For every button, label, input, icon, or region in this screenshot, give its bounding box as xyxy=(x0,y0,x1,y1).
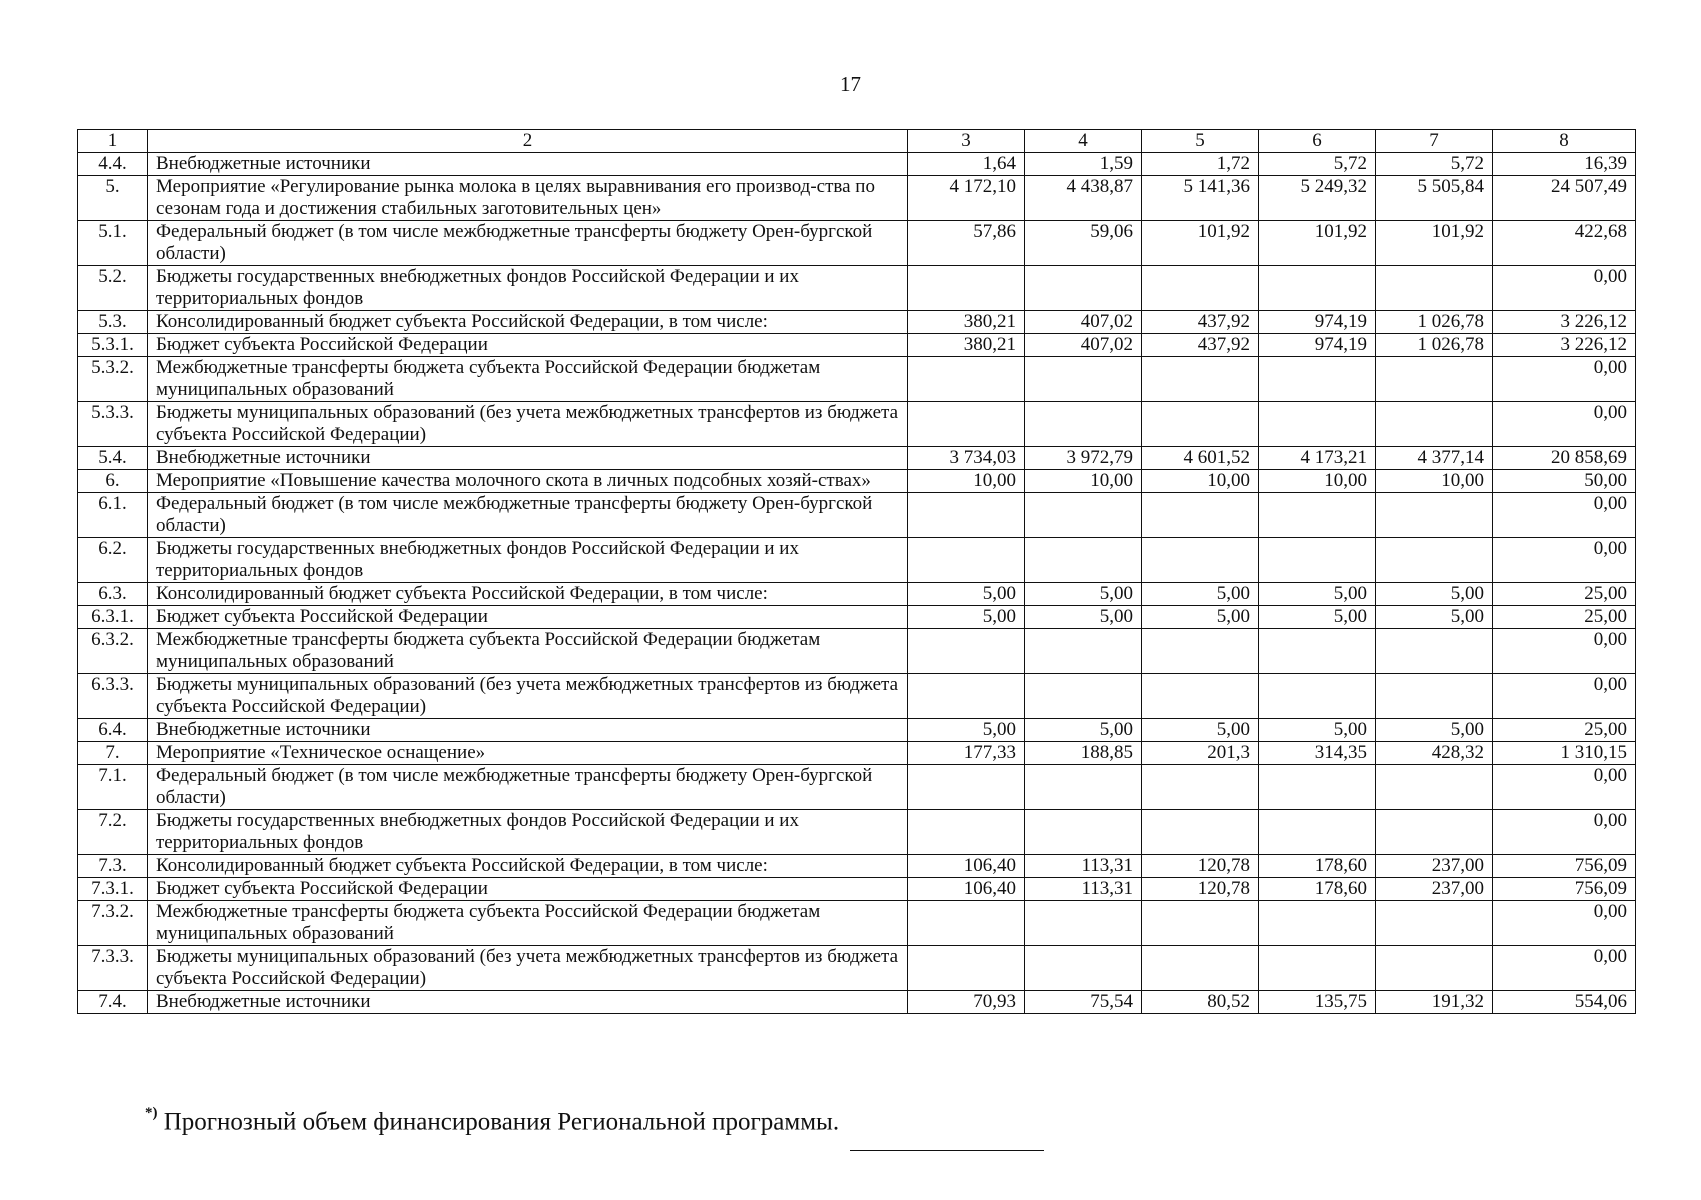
row-number: 7.3.1. xyxy=(78,878,148,901)
value-cell xyxy=(1142,266,1259,311)
row-number: 5.3.2. xyxy=(78,357,148,402)
row-name: Федеральный бюджет (в том числе межбюджетные трансферты бюджету Орен-бургской области) xyxy=(148,493,908,538)
header-cell: 6 xyxy=(1259,130,1376,153)
row-number: 6.2. xyxy=(78,538,148,583)
value-cell: 10,00 xyxy=(908,470,1025,493)
header-cell: 4 xyxy=(1025,130,1142,153)
value-cell: 3 226,12 xyxy=(1493,311,1636,334)
value-cell xyxy=(1025,629,1142,674)
value-cell xyxy=(1142,765,1259,810)
value-cell: 5,00 xyxy=(908,719,1025,742)
value-cell: 5,00 xyxy=(1025,606,1142,629)
value-cell xyxy=(1025,946,1142,991)
value-cell: 0,00 xyxy=(1493,901,1636,946)
value-cell: 4 601,52 xyxy=(1142,447,1259,470)
value-cell xyxy=(1259,402,1376,447)
table-row xyxy=(78,402,1636,447)
value-cell xyxy=(1376,810,1493,855)
table-row xyxy=(78,878,1636,901)
value-cell xyxy=(908,402,1025,447)
value-cell xyxy=(1376,402,1493,447)
value-cell: 5,00 xyxy=(1259,719,1376,742)
value-cell xyxy=(1376,765,1493,810)
value-cell xyxy=(1259,629,1376,674)
row-number: 7.3.3. xyxy=(78,946,148,991)
value-cell: 178,60 xyxy=(1259,855,1376,878)
row-number: 5.1. xyxy=(78,221,148,266)
value-cell xyxy=(1025,810,1142,855)
value-cell xyxy=(1376,538,1493,583)
row-number: 7.1. xyxy=(78,765,148,810)
value-cell xyxy=(1025,674,1142,719)
value-cell xyxy=(908,357,1025,402)
value-cell xyxy=(1259,765,1376,810)
value-cell: 5,00 xyxy=(1025,719,1142,742)
value-cell xyxy=(908,946,1025,991)
row-number: 6. xyxy=(78,470,148,493)
value-cell: 4 173,21 xyxy=(1259,447,1376,470)
value-cell xyxy=(1259,810,1376,855)
value-cell: 1,59 xyxy=(1025,153,1142,176)
value-cell xyxy=(1376,674,1493,719)
header-cell: 8 xyxy=(1493,130,1636,153)
value-cell xyxy=(1025,901,1142,946)
value-cell: 16,39 xyxy=(1493,153,1636,176)
row-number: 6.3. xyxy=(78,583,148,606)
value-cell: 422,68 xyxy=(1493,221,1636,266)
value-cell: 25,00 xyxy=(1493,606,1636,629)
row-name: Бюджет субъекта Российской Федерации xyxy=(148,334,908,357)
row-name: Консолидированный бюджет субъекта Российской Федерации, в том числе: xyxy=(148,311,908,334)
row-name: Бюджет субъекта Российской Федерации xyxy=(148,606,908,629)
value-cell xyxy=(1142,402,1259,447)
value-cell: 101,92 xyxy=(1259,221,1376,266)
value-cell: 57,86 xyxy=(908,221,1025,266)
value-cell: 1,72 xyxy=(1142,153,1259,176)
value-cell: 0,00 xyxy=(1493,810,1636,855)
table-row xyxy=(78,901,1636,946)
value-cell: 120,78 xyxy=(1142,855,1259,878)
row-name: Бюджеты государственных внебюджетных фондов Российской Федерации и их территориальных фондов xyxy=(148,538,908,583)
value-cell xyxy=(1025,357,1142,402)
row-name: Межбюджетные трансферты бюджета субъекта Российской Федерации бюджетам муниципальных образований xyxy=(148,629,908,674)
value-cell: 1 026,78 xyxy=(1376,334,1493,357)
table-row xyxy=(78,810,1636,855)
row-name: Бюджет субъекта Российской Федерации xyxy=(148,878,908,901)
value-cell: 5,00 xyxy=(1142,606,1259,629)
value-cell: 1,64 xyxy=(908,153,1025,176)
value-cell: 101,92 xyxy=(1376,221,1493,266)
value-cell: 4 172,10 xyxy=(908,176,1025,221)
value-cell: 437,92 xyxy=(1142,311,1259,334)
value-cell xyxy=(1142,810,1259,855)
value-cell: 5 249,32 xyxy=(1259,176,1376,221)
row-name: Консолидированный бюджет субъекта Российской Федерации, в том числе: xyxy=(148,583,908,606)
table-row xyxy=(78,583,1636,606)
value-cell: 25,00 xyxy=(1493,719,1636,742)
page-number: 17 xyxy=(840,72,861,96)
row-name: Внебюджетные источники xyxy=(148,719,908,742)
table-row xyxy=(78,334,1636,357)
table-row xyxy=(78,176,1636,221)
value-cell xyxy=(1376,493,1493,538)
value-cell: 178,60 xyxy=(1259,878,1376,901)
value-cell: 10,00 xyxy=(1259,470,1376,493)
header-row xyxy=(78,130,1636,153)
value-cell: 0,00 xyxy=(1493,357,1636,402)
value-cell: 5,00 xyxy=(1142,719,1259,742)
value-cell: 5,00 xyxy=(908,606,1025,629)
value-cell: 135,75 xyxy=(1259,991,1376,1014)
table-row xyxy=(78,742,1636,765)
value-cell: 120,78 xyxy=(1142,878,1259,901)
value-cell: 380,21 xyxy=(908,311,1025,334)
value-cell xyxy=(908,901,1025,946)
row-name: Бюджеты государственных внебюджетных фондов Российской Федерации и их территориальных фондов xyxy=(148,810,908,855)
row-name: Федеральный бюджет (в том числе межбюджетные трансферты бюджету Орен-бургской области) xyxy=(148,765,908,810)
header-cell: 1 xyxy=(78,130,148,153)
value-cell xyxy=(1376,901,1493,946)
value-cell: 188,85 xyxy=(1025,742,1142,765)
row-name: Мероприятие «Регулирование рынка молока в целях выравнивания его производ-ства по сезонам года и достижения стабильных заготовительных цен» xyxy=(148,176,908,221)
value-cell: 80,52 xyxy=(1142,991,1259,1014)
header-cell: 5 xyxy=(1142,130,1259,153)
row-name: Бюджеты государственных внебюджетных фондов Российской Федерации и их территориальных фондов xyxy=(148,266,908,311)
table-row xyxy=(78,266,1636,311)
row-number: 7.2. xyxy=(78,810,148,855)
footnote xyxy=(145,1105,840,1136)
table-row xyxy=(78,719,1636,742)
value-cell xyxy=(1142,538,1259,583)
table-row xyxy=(78,629,1636,674)
budget-table xyxy=(77,129,1636,1014)
footnote-rule xyxy=(850,1150,1044,1151)
value-cell: 428,32 xyxy=(1376,742,1493,765)
table-row xyxy=(78,470,1636,493)
value-cell: 5,00 xyxy=(1025,583,1142,606)
table-row xyxy=(78,311,1636,334)
value-cell: 0,00 xyxy=(1493,629,1636,674)
table-row xyxy=(78,221,1636,266)
value-cell: 554,06 xyxy=(1493,991,1636,1014)
table-row xyxy=(78,447,1636,470)
row-number: 7.4. xyxy=(78,991,148,1014)
header-cell: 2 xyxy=(148,130,908,153)
value-cell xyxy=(1376,266,1493,311)
value-cell: 4 438,87 xyxy=(1025,176,1142,221)
value-cell xyxy=(1259,357,1376,402)
value-cell xyxy=(908,810,1025,855)
value-cell xyxy=(1025,402,1142,447)
value-cell xyxy=(1259,901,1376,946)
value-cell: 380,21 xyxy=(908,334,1025,357)
row-number: 5. xyxy=(78,176,148,221)
value-cell: 5,00 xyxy=(1142,583,1259,606)
value-cell xyxy=(1376,946,1493,991)
table-row xyxy=(78,357,1636,402)
value-cell: 4 377,14 xyxy=(1376,447,1493,470)
value-cell: 1 026,78 xyxy=(1376,311,1493,334)
value-cell xyxy=(1259,538,1376,583)
value-cell: 0,00 xyxy=(1493,538,1636,583)
value-cell: 75,54 xyxy=(1025,991,1142,1014)
value-cell: 974,19 xyxy=(1259,334,1376,357)
table-row xyxy=(78,674,1636,719)
row-number: 6.3.1. xyxy=(78,606,148,629)
value-cell xyxy=(1259,266,1376,311)
row-name: Бюджеты муниципальных образований (без учета межбюджетных трансфертов из бюджета субъекта Российской Федерации) xyxy=(148,402,908,447)
row-name: Бюджеты муниципальных образований (без учета межбюджетных трансфертов из бюджета субъекта Российской Федерации) xyxy=(148,674,908,719)
row-number: 5.3.3. xyxy=(78,402,148,447)
footnote-text: Прогнозный объем финансирования Региональной программы. xyxy=(163,1108,840,1136)
value-cell: 437,92 xyxy=(1142,334,1259,357)
value-cell xyxy=(1025,538,1142,583)
value-cell: 5 141,36 xyxy=(1142,176,1259,221)
value-cell: 756,09 xyxy=(1493,878,1636,901)
footnote-marker: *) xyxy=(145,1105,158,1121)
row-number: 5.2. xyxy=(78,266,148,311)
value-cell xyxy=(1142,493,1259,538)
row-number: 6.3.3. xyxy=(78,674,148,719)
row-name: Внебюджетные источники xyxy=(148,153,908,176)
row-name: Внебюджетные источники xyxy=(148,447,908,470)
value-cell: 10,00 xyxy=(1142,470,1259,493)
row-number: 6.4. xyxy=(78,719,148,742)
value-cell: 177,33 xyxy=(908,742,1025,765)
value-cell: 5,00 xyxy=(908,583,1025,606)
table-row xyxy=(78,946,1636,991)
table-row xyxy=(78,606,1636,629)
row-number: 6.3.2. xyxy=(78,629,148,674)
header-cell: 7 xyxy=(1376,130,1493,153)
row-number: 7.3.2. xyxy=(78,901,148,946)
table-row xyxy=(78,991,1636,1014)
value-cell: 5,72 xyxy=(1376,153,1493,176)
value-cell: 407,02 xyxy=(1025,334,1142,357)
value-cell: 10,00 xyxy=(1025,470,1142,493)
value-cell xyxy=(1142,629,1259,674)
value-cell: 0,00 xyxy=(1493,674,1636,719)
value-cell: 113,31 xyxy=(1025,855,1142,878)
row-name: Межбюджетные трансферты бюджета субъекта Российской Федерации бюджетам муниципальных образований xyxy=(148,901,908,946)
value-cell xyxy=(1142,357,1259,402)
value-cell xyxy=(908,629,1025,674)
value-cell: 0,00 xyxy=(1493,493,1636,538)
row-number: 7.3. xyxy=(78,855,148,878)
value-cell: 59,06 xyxy=(1025,221,1142,266)
value-cell xyxy=(1259,493,1376,538)
table-body xyxy=(78,130,1636,1014)
value-cell: 201,3 xyxy=(1142,742,1259,765)
value-cell xyxy=(1376,357,1493,402)
value-cell xyxy=(908,266,1025,311)
value-cell: 5,00 xyxy=(1376,719,1493,742)
value-cell: 101,92 xyxy=(1142,221,1259,266)
row-name: Межбюджетные трансферты бюджета субъекта Российской Федерации бюджетам муниципальных образований xyxy=(148,357,908,402)
value-cell: 5,00 xyxy=(1376,583,1493,606)
value-cell xyxy=(1259,946,1376,991)
value-cell: 5,00 xyxy=(1376,606,1493,629)
value-cell: 20 858,69 xyxy=(1493,447,1636,470)
value-cell: 1 310,15 xyxy=(1493,742,1636,765)
value-cell: 5 505,84 xyxy=(1376,176,1493,221)
row-number: 7. xyxy=(78,742,148,765)
value-cell xyxy=(908,493,1025,538)
table-row xyxy=(78,153,1636,176)
value-cell: 25,00 xyxy=(1493,583,1636,606)
row-number: 5.4. xyxy=(78,447,148,470)
row-name: Мероприятие «Повышение качества молочного скота в личных подсобных хозяй-ствах» xyxy=(148,470,908,493)
value-cell: 70,93 xyxy=(908,991,1025,1014)
value-cell: 3 972,79 xyxy=(1025,447,1142,470)
value-cell: 0,00 xyxy=(1493,402,1636,447)
table-row xyxy=(78,493,1636,538)
value-cell: 10,00 xyxy=(1376,470,1493,493)
value-cell: 191,32 xyxy=(1376,991,1493,1014)
value-cell xyxy=(1025,765,1142,810)
value-cell: 113,31 xyxy=(1025,878,1142,901)
value-cell: 237,00 xyxy=(1376,855,1493,878)
value-cell: 0,00 xyxy=(1493,765,1636,810)
value-cell: 3 734,03 xyxy=(908,447,1025,470)
value-cell: 5,72 xyxy=(1259,153,1376,176)
row-name: Консолидированный бюджет субъекта Российской Федерации, в том числе: xyxy=(148,855,908,878)
value-cell: 314,35 xyxy=(1259,742,1376,765)
table-row xyxy=(78,765,1636,810)
value-cell: 237,00 xyxy=(1376,878,1493,901)
row-number: 5.3. xyxy=(78,311,148,334)
value-cell: 0,00 xyxy=(1493,266,1636,311)
row-number: 5.3.1. xyxy=(78,334,148,357)
value-cell: 0,00 xyxy=(1493,946,1636,991)
value-cell: 3 226,12 xyxy=(1493,334,1636,357)
value-cell: 50,00 xyxy=(1493,470,1636,493)
table-row xyxy=(78,855,1636,878)
row-number: 6.1. xyxy=(78,493,148,538)
value-cell: 106,40 xyxy=(908,855,1025,878)
header-cell: 3 xyxy=(908,130,1025,153)
row-name: Федеральный бюджет (в том числе межбюджетные трансферты бюджету Орен-бургской области) xyxy=(148,221,908,266)
value-cell xyxy=(908,765,1025,810)
value-cell xyxy=(1259,674,1376,719)
value-cell: 756,09 xyxy=(1493,855,1636,878)
row-name: Мероприятие «Техническое оснащение» xyxy=(148,742,908,765)
row-number: 4.4. xyxy=(78,153,148,176)
value-cell xyxy=(1025,493,1142,538)
value-cell: 407,02 xyxy=(1025,311,1142,334)
value-cell: 106,40 xyxy=(908,878,1025,901)
value-cell: 5,00 xyxy=(1259,583,1376,606)
value-cell xyxy=(1025,266,1142,311)
value-cell: 24 507,49 xyxy=(1493,176,1636,221)
row-name: Бюджеты муниципальных образований (без учета межбюджетных трансфертов из бюджета субъекта Российской Федерации) xyxy=(148,946,908,991)
value-cell xyxy=(908,674,1025,719)
value-cell xyxy=(1142,901,1259,946)
value-cell xyxy=(1142,946,1259,991)
table-row xyxy=(78,538,1636,583)
value-cell xyxy=(1376,629,1493,674)
row-name: Внебюджетные источники xyxy=(148,991,908,1014)
value-cell xyxy=(908,538,1025,583)
value-cell: 5,00 xyxy=(1259,606,1376,629)
value-cell xyxy=(1142,674,1259,719)
value-cell: 974,19 xyxy=(1259,311,1376,334)
